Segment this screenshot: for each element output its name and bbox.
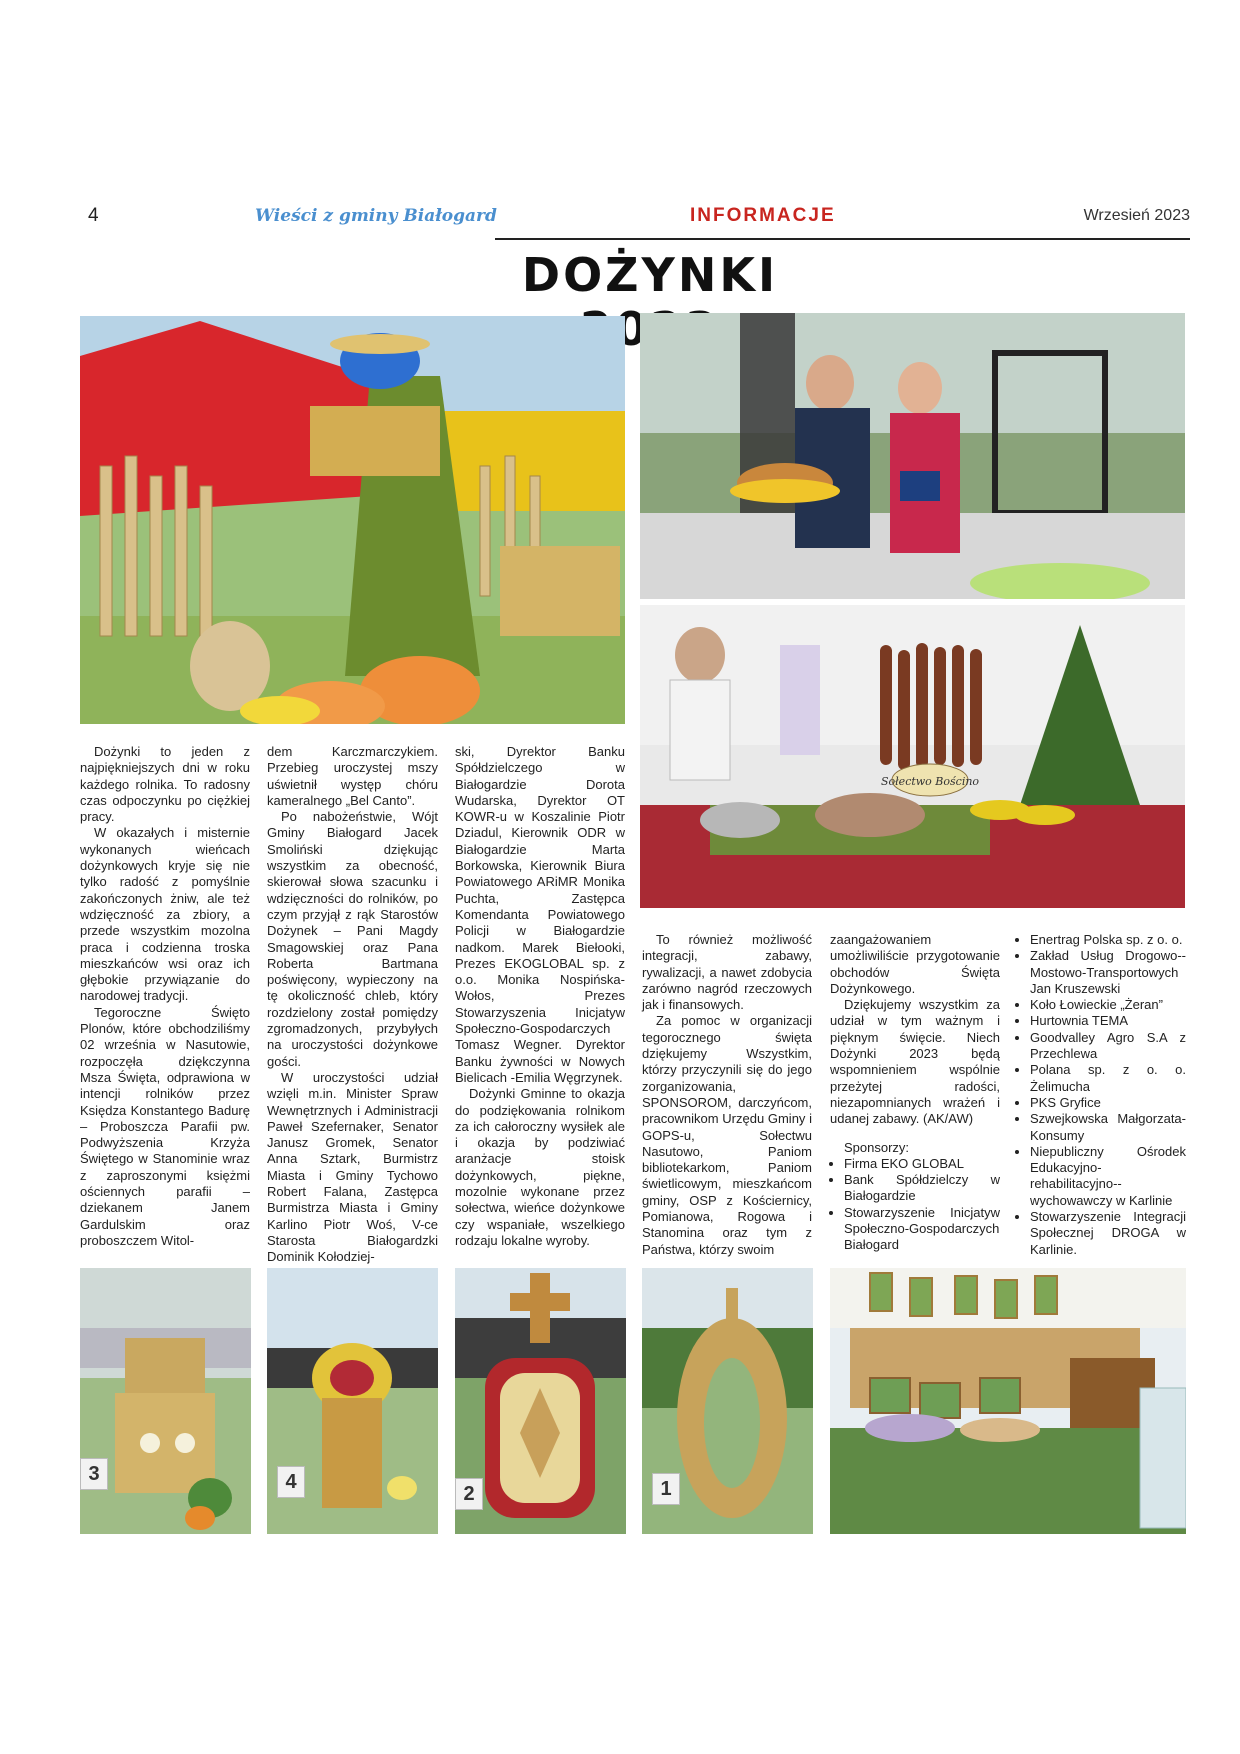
photo-stall [830, 1268, 1186, 1534]
photo-officials-bread [640, 313, 1185, 599]
header-rule [495, 238, 1190, 240]
photo-food-table [640, 605, 1185, 908]
wreath-number: 2 [455, 1478, 483, 1510]
sponsor-item: • Hurtownia TEMA [1030, 1013, 1186, 1029]
photo-wreath-1 [642, 1268, 813, 1534]
article-column-4 [642, 932, 812, 1258]
paragraph: Tegoroczne Święto Plonów, które obchodziliśmy 02 września w Nasutowie, rozpoczęła dziękczynna Msza Święta, odprawiona w intencji rolników przez Księdza Konstantego Badurę – Proboszcza Parafii pw. Podwyższenia Krzyża Świętego w Stanominie wraz z zaproszonymi księżmi ościennych parafii – dziekanem Janem Gardulskim oraz proboszczem Witol- [80, 1004, 250, 1248]
sponsor-item: • Niepubliczny Ośrodek Edukacyjno-rehabilitacyjno--wychowawczy w Karlinie [1030, 1144, 1186, 1209]
sponsor-item: • PKS Gryfice [1030, 1095, 1186, 1111]
sponsor-item: • Szwejkowska Małgorzata- Konsumy [1030, 1111, 1186, 1144]
page-header [80, 205, 1190, 237]
wreath-number: 3 [80, 1458, 108, 1490]
paragraph: W okazałych i misternie wykonanych wieńcach dożynkowych kryje się nie tylko radość z pomyślnie zakończonych żniw, ale też wdzięczność za zbiory, a przede wszystkim mozolna praca i codzienna troska mieszkańców wsi oraz ich głębokie przywiązanie do narodowej tradycji. [80, 825, 250, 1004]
photo-wreath-3 [80, 1268, 251, 1534]
paragraph: zaangażowaniem umożliwiliście przygotowanie obchodów Święta Dożynkowego. [830, 932, 1000, 996]
article-column-3 [455, 744, 625, 1249]
photo-wreath-4 [267, 1268, 438, 1534]
wreath-number: 4 [277, 1466, 305, 1498]
sponsor-item: • Bank Spółdzielczy w Białogardzie [844, 1172, 1000, 1205]
sponsor-item: • Stowarzyszenie Inicjatyw Społeczno-Gospodarczych Białogard [844, 1205, 1000, 1254]
article-column-6 [1016, 932, 1186, 1258]
paragraph: Za pomoc w organizacji tegorocznego święta dziękujemy Wszystkim, którzy przyczynili się do jego zorganizowania, SPONSOROM, darczyńcom, pracownikom Urzędu Gminy i GOPS-u, Sołectwu Nasutowo, Paniom bibliotekarkom, Paniom świetlicowym, mieszkańcom gminy, OSP z Kościernicy, Pomianowa, Rogowa i Stanomina oraz tym z Państwa, którzy swoim [642, 1013, 812, 1257]
paragraph: Dożynki Gminne to okazja do podziękowania rolnikom za ich całoroczny wysiłek ale i okazja by podziwiać aranżacje stoisk dożynkowych, piękne, mozolnie wykonane przez sołectwa, wieńce dożynkowe czy wspaniałe, wszelkiego rodzaju lokalne wyroby. [455, 1086, 625, 1248]
article-title: DOŻYNKI [521, 248, 779, 302]
photo-wreath-2 [455, 1268, 626, 1534]
photo-harvest-figure [80, 316, 625, 724]
sponsors-label: Sponsorzy: [844, 1139, 910, 1155]
sponsor-item: • Firma EKO GLOBAL [844, 1156, 1000, 1172]
paragraph: W uroczystości udział wzięli m.in. Minister Spraw Wewnętrznych i Administracji Paweł Szefernaker, Senator Janusz Gromek, Senator Anna Sztark, Burmistrz Miasta i Gminy Tychowo Robert Falana, Zastępca Burmistrza Miasta i Gminy Karlino Piotr Woś, V-ce Starosta Białogardzki Dominik Kołodziej- [267, 1069, 438, 1265]
article-column-2 [267, 744, 438, 1266]
wreath-number: 1 [652, 1473, 680, 1505]
paragraph: To również możliwość integracji, zabawy, rywalizacji, a nawet zdobycia zarówno nagród rzeczowych jak i finansowych. [642, 932, 812, 1013]
page-number: 4 [88, 205, 99, 226]
sponsor-item: • Enertrag Polska sp. z o. o. [1030, 932, 1186, 948]
issue-date: Wrzesień 2023 [1083, 207, 1190, 224]
sponsor-item: • Goodvalley Agro S.A z Przechlewa [1030, 1030, 1186, 1063]
sponsor-item: • Koło Łowieckie „Żeran” [1030, 997, 1186, 1013]
sponsor-item: • Polana sp. z o. o. Żelimucha [1030, 1062, 1186, 1095]
sponsor-item: • Stowarzyszenie Integracji Społecznej DROGA w Karlinie. [1030, 1209, 1186, 1258]
article-column-5 [830, 932, 1000, 1254]
publication-title: Wieści z gminy Białogard [255, 206, 497, 226]
sponsors-list-b [1016, 932, 1186, 1258]
paragraph: Dziękujemy wszystkim za udział w tym ważnym i pięknym święcie. Niech Dożynki 2023 będą wspomnieniem wspólnie przeżytej radości, niezapomnianych wrażeń i udanej zabawy. (AK/AW) [830, 997, 1000, 1127]
bottom-sign-text: Sołectwo Bościno [880, 775, 980, 788]
paragraph: dem Karczmarczykiem. Przebieg uroczystej mszy uświetnił występ chóru kameralnego „Bel Canto”. [267, 744, 438, 808]
paragraph: Po nabożeństwie, Wójt Gminy Białogard Jacek Smoliński dziękując wszystkim za obecność, skierował słowa szacunku i wdzięczności do rolników, po czym przyjął z rąk Starostów Dożynek – Pani Magdy Smagowskiej oraz Pana Roberta Bartmana poświęcony, wypieczony na tę okoliczność chleb, który rozdzielony został pomiędzy zgromadzonych, przybyłych na uroczystości dożynkowe gości. [267, 809, 438, 1069]
paragraph: ski, Dyrektor Banku Spółdzielczego w Białogardzie Dorota Wudarska, Dyrektor OT KOWR-u w Koszalinie Piotr Dziadul, Kierownik ODR w Białogardzie Marta Borkowska, Kierownik Biura Powiatowego ARiMR Monika Puchta, Zastępca Komendanta Powiatowego Policji w Białogardzie nadkom. Marek Biełooki, Prezes EKOGLOBAL sp. z o.o. Monika Nospińska-Wołos, Prezes Stowarzyszenia Inicjatyw Społeczno-Gospodarczych Tomasz Wegner. Dyrektor Banku żywności w Nowych Bielicach -Emilia Węgrzynek. [455, 744, 625, 1085]
paragraph: Dożynki to jeden z najpiękniejszych dni w roku każdego rolnika. To radosny czas odpoczynku po ciężkiej pracy. [80, 744, 250, 825]
sponsor-item: • Zakład Usług Drogowo--Mostowo-Transportowych Jan Kruszewski [1030, 948, 1186, 997]
sponsors-list-a [830, 1156, 1000, 1254]
section-label: INFORMACJE [690, 205, 836, 226]
article-column-1 [80, 744, 250, 1249]
